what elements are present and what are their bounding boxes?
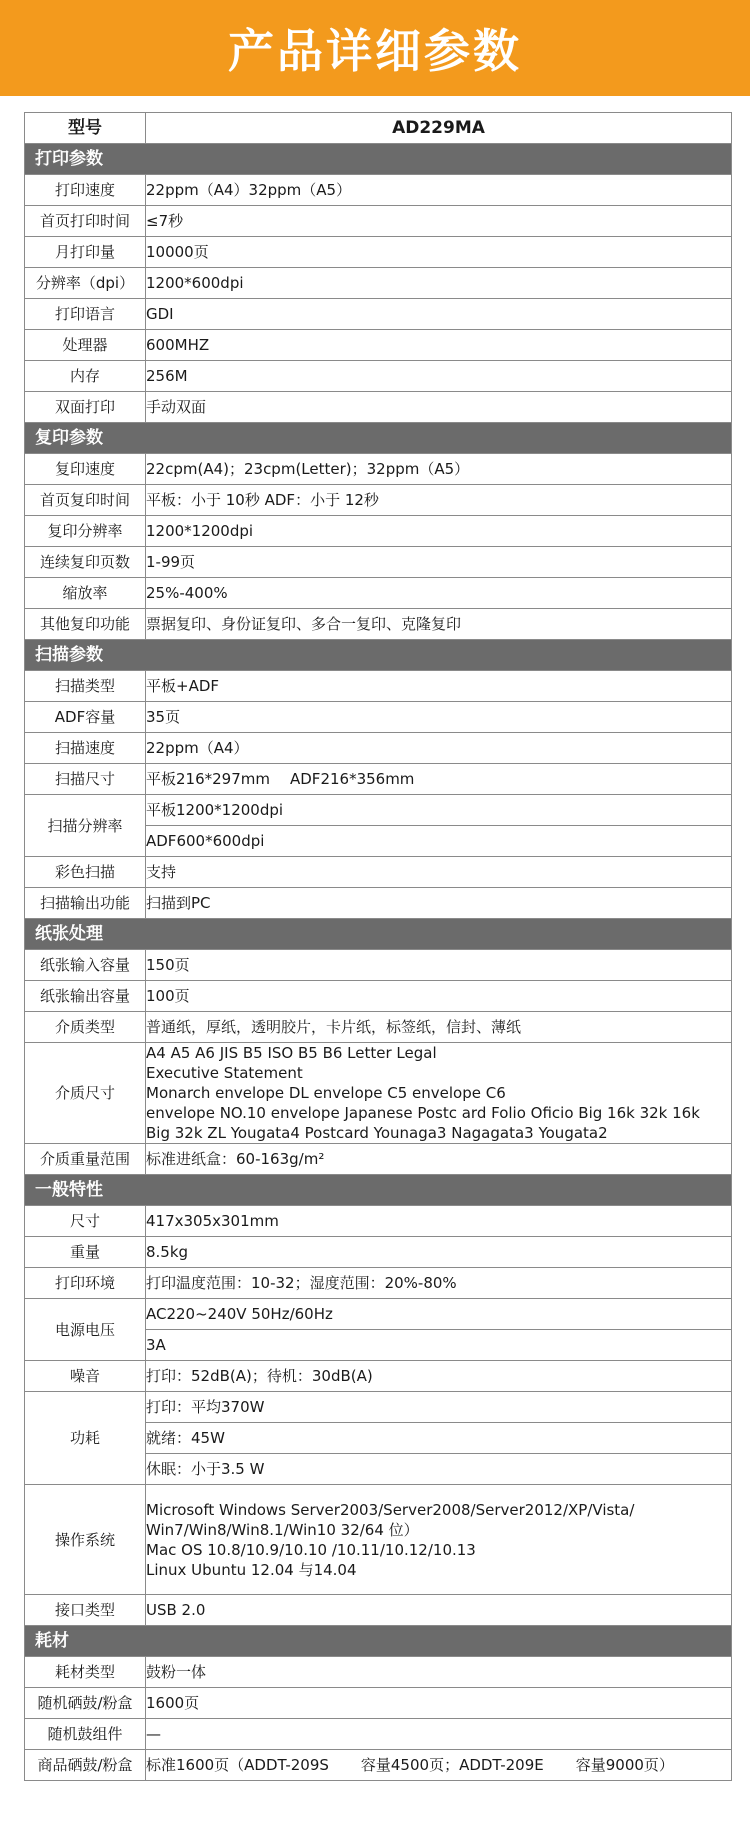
row-label: 随机硒鼓/粉盒 <box>25 1688 146 1719</box>
table-row <box>25 454 732 485</box>
row-value: 打印温度范围：10-32；湿度范围：20%-80% <box>146 1268 732 1299</box>
row-value: USB 2.0 <box>146 1595 732 1626</box>
table-row <box>25 1361 732 1392</box>
table-row <box>25 206 732 237</box>
row-value: 100页 <box>146 981 732 1012</box>
model-value: AD229MA <box>146 113 732 144</box>
row-value <box>146 1750 732 1781</box>
row-value: 3A <box>146 1330 732 1361</box>
row-value: 22ppm（A4） <box>146 733 732 764</box>
os-line: Linux Ubuntu 12.04 与14.04 <box>146 1560 357 1579</box>
section-copy <box>25 423 732 454</box>
row-value: 1200*1200dpi <box>146 516 732 547</box>
row-label: 双面打印 <box>25 392 146 423</box>
row-value: 1200*600dpi <box>146 268 732 299</box>
row-label: 扫描速度 <box>25 733 146 764</box>
row-value: 票据复印、身份证复印、多合一复印、克隆复印 <box>146 609 732 640</box>
row-label: 首页打印时间 <box>25 206 146 237</box>
table-row <box>25 1657 732 1688</box>
table-row <box>25 1485 732 1595</box>
table-row <box>25 1012 732 1043</box>
row-label: 介质重量范围 <box>25 1144 146 1175</box>
table-row <box>25 516 732 547</box>
row-value: 就绪：45W <box>146 1423 732 1454</box>
media-size-line: A4 A5 A6 JIS B5 ISO B5 B6 Letter Legal <box>146 1044 437 1062</box>
retail-high: 容量4500页；ADDT-209E <box>360 1756 544 1774</box>
table-row <box>25 1595 732 1626</box>
row-value: 支持 <box>146 857 732 888</box>
row-label: 商品硒鼓/粉盒 <box>25 1750 146 1781</box>
row-value: 256M <box>146 361 732 392</box>
row-label: ADF容量 <box>25 702 146 733</box>
row-label: 耗材类型 <box>25 1657 146 1688</box>
row-label: 分辨率（dpi） <box>25 268 146 299</box>
row-label: 打印语言 <box>25 299 146 330</box>
table-row <box>25 1299 732 1330</box>
table-row <box>25 857 732 888</box>
table-row <box>25 609 732 640</box>
section-consumables <box>25 1626 732 1657</box>
row-value: 8.5kg <box>146 1237 732 1268</box>
section-paper-title: 纸张处理 <box>25 919 732 950</box>
table-row <box>25 330 732 361</box>
table-row <box>25 671 732 702</box>
table-row <box>25 547 732 578</box>
row-value: GDI <box>146 299 732 330</box>
row-value: 休眠：小于3.5 W <box>146 1454 732 1485</box>
retail-standard: 标准1600页（ADDT-209S <box>146 1756 329 1774</box>
row-label: 复印速度 <box>25 454 146 485</box>
row-label: 介质类型 <box>25 1012 146 1043</box>
row-value: 150页 <box>146 950 732 981</box>
table-row <box>25 702 732 733</box>
row-value: 1600页 <box>146 1688 732 1719</box>
row-label: 电源电压 <box>25 1299 146 1361</box>
row-label: 随机鼓组件 <box>25 1719 146 1750</box>
header-banner <box>0 0 750 96</box>
table-row <box>25 1719 732 1750</box>
row-label: 打印速度 <box>25 175 146 206</box>
table-row <box>25 1688 732 1719</box>
retail-extra: 容量9000页） <box>575 1756 674 1774</box>
row-label: 处理器 <box>25 330 146 361</box>
row-value <box>146 1485 732 1595</box>
table-row <box>25 1392 732 1423</box>
section-general <box>25 1175 732 1206</box>
media-size-line: envelope NO.10 envelope Japanese Postc ard Folio Oficio Big 16k 32k 16k <box>146 1104 700 1122</box>
row-label: 打印环境 <box>25 1268 146 1299</box>
scan-size-adf: ADF216*356mm <box>290 770 415 788</box>
table-row <box>25 1237 732 1268</box>
row-label: 连续复印页数 <box>25 547 146 578</box>
row-label: 扫描尺寸 <box>25 764 146 795</box>
row-label: 彩色扫描 <box>25 857 146 888</box>
table-row <box>25 733 732 764</box>
table-row <box>25 981 732 1012</box>
section-print <box>25 144 732 175</box>
table-row <box>25 361 732 392</box>
row-label: 内存 <box>25 361 146 392</box>
row-label: 接口类型 <box>25 1595 146 1626</box>
scan-size-flatbed: 平板216*297mm <box>146 770 270 788</box>
row-value: 22ppm（A4）32ppm（A5） <box>146 175 732 206</box>
table-row <box>25 237 732 268</box>
model-row <box>25 113 732 144</box>
row-label: 首页复印时间 <box>25 485 146 516</box>
row-value: 600MHZ <box>146 330 732 361</box>
row-label: 操作系统 <box>25 1485 146 1595</box>
row-value: 10000页 <box>146 237 732 268</box>
row-value: 打印：52dB(A)；待机：30dB(A) <box>146 1361 732 1392</box>
table-row <box>25 1043 732 1144</box>
row-value: 鼓粉一体 <box>146 1657 732 1688</box>
table-row <box>25 888 732 919</box>
row-value: 1-99页 <box>146 547 732 578</box>
row-label: 复印分辨率 <box>25 516 146 547</box>
row-value: 25%-400% <box>146 578 732 609</box>
row-label: 功耗 <box>25 1392 146 1485</box>
row-label: 纸张输出容量 <box>25 981 146 1012</box>
os-line: Mac OS 10.8/10.9/10.10 /10.11/10.12/10.13 <box>146 1540 476 1559</box>
row-value <box>146 1043 732 1144</box>
table-row <box>25 485 732 516</box>
section-copy-title: 复印参数 <box>25 423 732 454</box>
row-value: 扫描到PC <box>146 888 732 919</box>
row-label: 尺寸 <box>25 1206 146 1237</box>
os-line: Win7/Win8/Win8.1/Win10 32/64 位） <box>146 1520 419 1539</box>
row-value: 417x305x301mm <box>146 1206 732 1237</box>
page-title: 产品详细参数 <box>228 24 522 78</box>
row-label: 重量 <box>25 1237 146 1268</box>
media-size-line: Executive Statement <box>146 1064 303 1082</box>
media-size-line: Monarch envelope DL envelope C5 envelope C6 <box>146 1084 506 1102</box>
section-paper <box>25 919 732 950</box>
row-label: 扫描分辨率 <box>25 795 146 857</box>
table-row <box>25 1206 732 1237</box>
row-value: 平板1200*1200dpi <box>146 795 732 826</box>
media-size-line: Big 32k ZL Yougata4 Postcard Younaga3 Nagagata3 Yougata2 <box>146 1124 608 1142</box>
os-line: Microsoft Windows Server2003/Server2008/Server2012/XP/Vista/ <box>146 1500 635 1519</box>
row-label: 其他复印功能 <box>25 609 146 640</box>
section-general-title: 一般特性 <box>25 1175 732 1206</box>
section-consumables-title: 耗材 <box>25 1626 732 1657</box>
row-value <box>146 764 732 795</box>
row-label: 介质尺寸 <box>25 1043 146 1144</box>
row-value: 打印：平均370W <box>146 1392 732 1423</box>
table-row <box>25 1144 732 1175</box>
row-label: 噪音 <box>25 1361 146 1392</box>
row-label: 纸张输入容量 <box>25 950 146 981</box>
table-row <box>25 950 732 981</box>
row-label: 缩放率 <box>25 578 146 609</box>
row-value: 平板+ADF <box>146 671 732 702</box>
table-row <box>25 764 732 795</box>
table-row <box>25 795 732 826</box>
row-value: ADF600*600dpi <box>146 826 732 857</box>
row-value: 普通纸，厚纸，透明胶片，卡片纸，标签纸，信封、薄纸 <box>146 1012 732 1043</box>
row-label: 扫描类型 <box>25 671 146 702</box>
row-label: 月打印量 <box>25 237 146 268</box>
row-value: 平板：小于 10秒 ADF：小于 12秒 <box>146 485 732 516</box>
row-value: 35页 <box>146 702 732 733</box>
section-scan <box>25 640 732 671</box>
section-scan-title: 扫描参数 <box>25 640 732 671</box>
table-row <box>25 578 732 609</box>
row-value: — <box>146 1719 732 1750</box>
table-row <box>25 175 732 206</box>
row-value: AC220~240V 50Hz/60Hz <box>146 1299 732 1330</box>
row-value: 22cpm(A4)；23cpm(Letter)；32ppm（A5） <box>146 454 732 485</box>
table-row <box>25 392 732 423</box>
table-row <box>25 1268 732 1299</box>
table-row <box>25 1750 732 1781</box>
spec-table <box>24 112 732 1781</box>
section-print-title: 打印参数 <box>25 144 732 175</box>
row-value: ≤7秒 <box>146 206 732 237</box>
table-row <box>25 268 732 299</box>
table-row <box>25 299 732 330</box>
model-label: 型号 <box>25 113 146 144</box>
row-value: 手动双面 <box>146 392 732 423</box>
row-value: 标准进纸盒：60-163g/m² <box>146 1144 732 1175</box>
row-label: 扫描输出功能 <box>25 888 146 919</box>
